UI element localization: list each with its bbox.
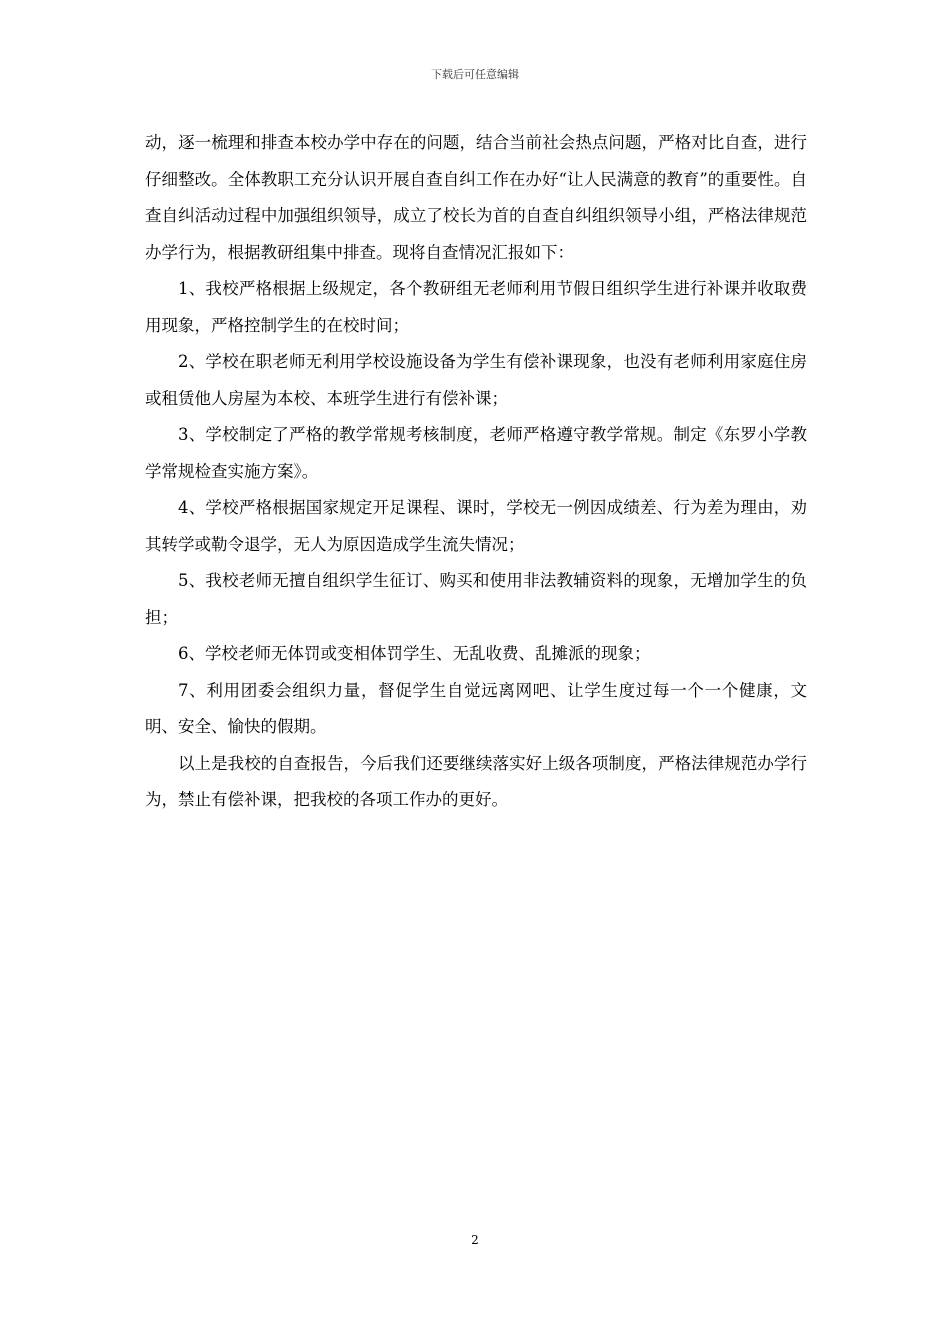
paragraph-item-6: 6、学校老师无体罚或变相体罚学生、无乱收费、乱摊派的现象；	[178, 644, 651, 663]
paragraph-conclusion: 以上是我校的自查报告，今后我们还要继续落实好上级各项制度，严格法律规范办学行为，禁止有偿补课，把我校的各项工作办的更好。	[145, 753, 807, 809]
paragraph-item-2: 2、学校在职老师无利用学校设施设备为学生有偿补课现象，也没有老师利用家庭住房或租赁他人房屋为本校、本班学生进行有偿补课；	[145, 352, 807, 408]
page-header: 下载后可任意编辑	[431, 68, 519, 81]
paragraph-item-7: 7、利用团委会组织力量，督促学生自觉远离网吧、让学生度过每一个一个健康，文明、安全、愉快的假期。	[145, 680, 807, 736]
page-number: 2	[471, 1233, 479, 1247]
paragraph-item-5: 5、我校老师无擅自组织学生征订、购买和使用非法教辅资料的现象，无增加学生的负担；	[145, 571, 807, 627]
paragraph-item-4: 4、学校严格根据国家规定开足课程、课时，学校无一例因成绩差、行为差为理由，劝其转学或勒令退学，无人为原因造成学生流失情况；	[145, 498, 807, 554]
paragraph-intro: 动，逐一梳理和排查本校办学中存在的问题，结合当前社会热点问题，严格对比自查，进行仔细整改。全体教职工充分认识开展自查自纠工作在办好“让人民满意的教育”的重要性。自查自纠活动过程中加强组织领导，成立了校长为首的自查自纠组织领导小组，严格法律规范办学行为，根据教研组集中排查。现将自查情况汇报如下：	[145, 133, 807, 262]
paragraph-item-1: 1、我校严格根据上级规定，各个教研组无老师利用节假日组织学生进行补课并收取费用现象，严格控制学生的在校时间；	[145, 279, 807, 335]
paragraph-item-3: 3、学校制定了严格的教学常规考核制度，老师严格遵守教学常规。制定《东罗小学教学常规检查实施方案》。	[145, 425, 807, 481]
document-body	[145, 125, 807, 819]
